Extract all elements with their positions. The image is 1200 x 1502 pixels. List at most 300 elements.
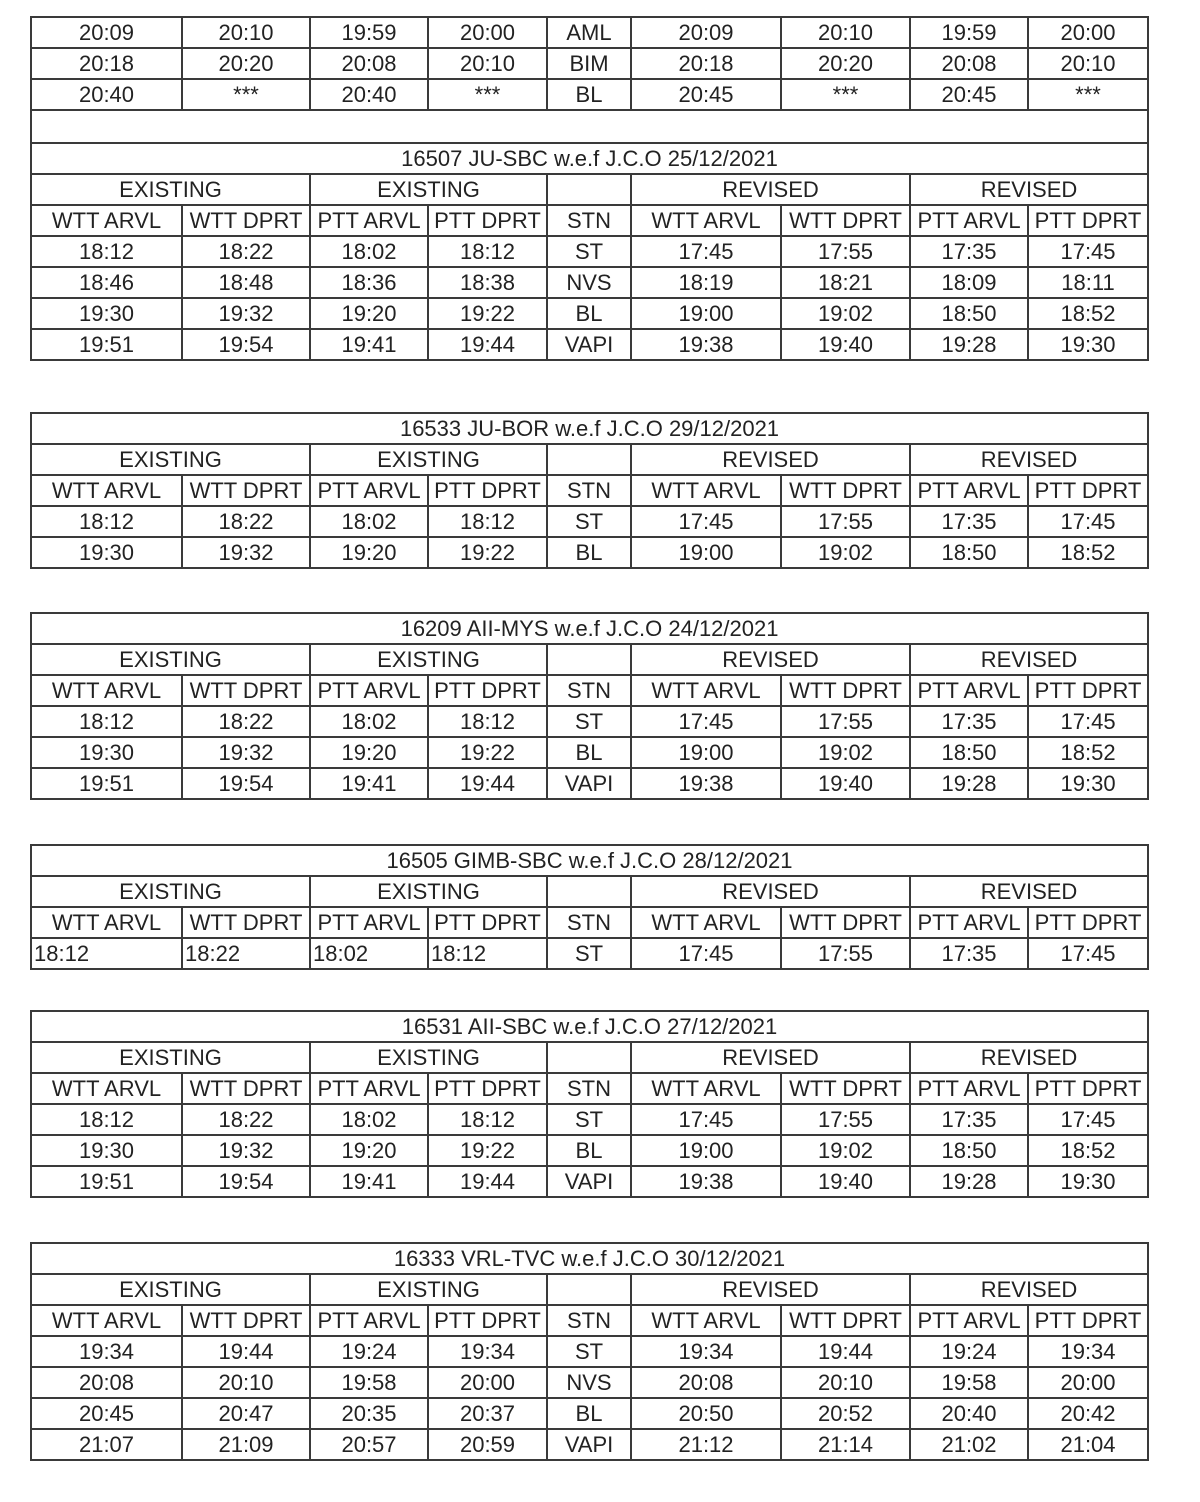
column-header: WTT DPRT	[781, 675, 910, 706]
station-cell: NVS	[547, 267, 631, 298]
time-cell: 18:12	[428, 506, 547, 537]
time-cell: 19:00	[631, 737, 781, 768]
column-header: PTT DPRT	[1028, 907, 1148, 938]
time-cell: 17:55	[781, 236, 910, 267]
column-header: WTT ARVL	[631, 475, 781, 506]
time-cell: 19:32	[182, 737, 310, 768]
station-cell: VAPI	[547, 329, 631, 360]
time-cell: 19:30	[1028, 1166, 1148, 1197]
column-header: WTT ARVL	[631, 907, 781, 938]
table-title-row	[31, 1011, 1148, 1042]
column-header: PTT DPRT	[1028, 1073, 1148, 1104]
time-cell: 17:55	[781, 706, 910, 737]
time-cell: 19:24	[310, 1336, 428, 1367]
column-header: STN	[547, 205, 631, 236]
time-cell: 20:10	[781, 1367, 910, 1398]
table-title-row	[31, 1243, 1148, 1274]
spacer-row	[31, 110, 1148, 143]
time-cell: ***	[1028, 79, 1148, 110]
table-row	[31, 17, 1148, 48]
column-header: PTT DPRT	[1028, 1305, 1148, 1336]
column-header: PTT ARVL	[910, 675, 1028, 706]
train-title: 16533 JU-BOR w.e.f J.C.O 29/12/2021	[31, 413, 1148, 444]
column-header: PTT ARVL	[310, 675, 428, 706]
group-header: REVISED	[631, 876, 910, 907]
time-cell: 20:08	[31, 1367, 182, 1398]
time-cell: 20:47	[182, 1398, 310, 1429]
column-header: PTT ARVL	[910, 1305, 1028, 1336]
group-header: REVISED	[910, 644, 1148, 675]
table-row	[31, 506, 1148, 537]
column-header: WTT DPRT	[781, 907, 910, 938]
time-cell: 17:45	[1028, 1104, 1148, 1135]
time-cell: 21:02	[910, 1429, 1028, 1460]
table-body-4	[31, 1011, 1148, 1197]
time-cell: 20:42	[1028, 1398, 1148, 1429]
time-cell: 19:40	[781, 329, 910, 360]
time-cell: 20:45	[910, 79, 1028, 110]
table-title-row	[31, 413, 1148, 444]
time-cell: 17:45	[631, 1104, 781, 1135]
station-cell: ST	[547, 706, 631, 737]
station-cell: NVS	[547, 1367, 631, 1398]
time-cell: 19:02	[781, 298, 910, 329]
time-cell: 19:00	[631, 1135, 781, 1166]
time-cell: 18:09	[910, 267, 1028, 298]
column-header: WTT DPRT	[182, 205, 310, 236]
column-header: WTT ARVL	[31, 1073, 182, 1104]
time-cell: 17:35	[910, 706, 1028, 737]
time-cell: 17:45	[631, 236, 781, 267]
time-cell: 18:02	[310, 236, 428, 267]
time-cell: 20:10	[1028, 48, 1148, 79]
time-cell: 20:10	[428, 48, 547, 79]
table-row	[31, 1104, 1148, 1135]
time-cell: 19:32	[182, 1135, 310, 1166]
time-cell: 18:12	[31, 706, 182, 737]
time-cell: ***	[182, 79, 310, 110]
time-cell: 20:40	[910, 1398, 1028, 1429]
top-fragment-rows	[31, 17, 1148, 110]
column-header: WTT DPRT	[182, 1073, 310, 1104]
time-cell: 19:58	[310, 1367, 428, 1398]
group-header: EXISTING	[31, 174, 310, 205]
time-cell: 19:44	[428, 329, 547, 360]
column-header: WTT DPRT	[182, 675, 310, 706]
group-header-row	[31, 174, 1148, 205]
column-header: PTT DPRT	[428, 1073, 547, 1104]
time-cell: 20:00	[428, 1367, 547, 1398]
station-cell: BL	[547, 79, 631, 110]
group-header: REVISED	[631, 174, 910, 205]
table-body-3	[31, 845, 1148, 969]
time-cell: 20:37	[428, 1398, 547, 1429]
column-header: WTT DPRT	[781, 205, 910, 236]
column-header: PTT ARVL	[310, 205, 428, 236]
time-cell: 18:22	[182, 706, 310, 737]
time-cell: 19:38	[631, 768, 781, 799]
time-cell: 20:45	[31, 1398, 182, 1429]
column-header: STN	[547, 1073, 631, 1104]
group-header: REVISED	[631, 444, 910, 475]
column-header: WTT DPRT	[781, 1305, 910, 1336]
time-cell: 21:04	[1028, 1429, 1148, 1460]
timetable-16533	[30, 412, 1149, 569]
table-row	[31, 737, 1148, 768]
time-cell: 20:40	[31, 79, 182, 110]
time-cell: 19:30	[31, 537, 182, 568]
column-header: PTT ARVL	[910, 1073, 1028, 1104]
time-cell: 20:00	[1028, 17, 1148, 48]
time-cell: 19:54	[182, 768, 310, 799]
time-cell: 20:00	[428, 17, 547, 48]
column-header: PTT ARVL	[910, 907, 1028, 938]
time-cell: 19:22	[428, 298, 547, 329]
time-cell: 18:50	[910, 737, 1028, 768]
time-cell: 20:18	[31, 48, 182, 79]
time-cell: 19:02	[781, 537, 910, 568]
time-cell: 18:50	[910, 298, 1028, 329]
time-cell: 17:45	[1028, 236, 1148, 267]
column-header: WTT DPRT	[182, 475, 310, 506]
time-cell: 18:12	[428, 236, 547, 267]
table-row	[31, 1336, 1148, 1367]
table-row	[31, 706, 1148, 737]
time-cell: 19:41	[310, 1166, 428, 1197]
time-cell: 20:45	[631, 79, 781, 110]
time-cell: 17:45	[1028, 506, 1148, 537]
time-cell: 19:40	[781, 1166, 910, 1197]
time-cell: 17:35	[910, 506, 1028, 537]
time-cell: 19:51	[31, 329, 182, 360]
table-body-2	[31, 613, 1148, 799]
column-header-row	[31, 1305, 1148, 1336]
time-cell: 21:12	[631, 1429, 781, 1460]
time-cell: 19:38	[631, 1166, 781, 1197]
time-cell: 18:22	[182, 236, 310, 267]
timetable-16209	[30, 612, 1149, 800]
train-title: 16531 AII-SBC w.e.f J.C.O 27/12/2021	[31, 1011, 1148, 1042]
table-body-5	[31, 1243, 1148, 1460]
group-header: REVISED	[631, 1274, 910, 1305]
time-cell: 18:12	[31, 1104, 182, 1135]
time-cell: 19:22	[428, 1135, 547, 1166]
time-cell: 19:28	[910, 329, 1028, 360]
time-cell: 19:20	[310, 737, 428, 768]
column-header: WTT ARVL	[631, 1073, 781, 1104]
group-header: EXISTING	[310, 444, 547, 475]
time-cell: 20:09	[31, 17, 182, 48]
train-title: 16209 AII-MYS w.e.f J.C.O 24/12/2021	[31, 613, 1148, 644]
time-cell: 20:20	[182, 48, 310, 79]
group-header: EXISTING	[31, 644, 310, 675]
column-header-row	[31, 475, 1148, 506]
station-cell: BL	[547, 537, 631, 568]
group-header	[547, 174, 631, 205]
time-cell: 17:55	[781, 1104, 910, 1135]
station-cell: BL	[547, 1398, 631, 1429]
time-cell: 20:20	[781, 48, 910, 79]
time-cell: 20:08	[310, 48, 428, 79]
column-header: WTT ARVL	[631, 205, 781, 236]
time-cell: 20:57	[310, 1429, 428, 1460]
time-cell: 18:19	[631, 267, 781, 298]
table-row	[31, 1135, 1148, 1166]
column-header: PTT DPRT	[428, 475, 547, 506]
time-cell: 18:38	[428, 267, 547, 298]
group-header: EXISTING	[310, 876, 547, 907]
time-cell: 18:12	[31, 236, 182, 267]
table-row	[31, 267, 1148, 298]
time-cell: 19:40	[781, 768, 910, 799]
time-cell: 19:22	[428, 537, 547, 568]
time-cell: 18:52	[1028, 298, 1148, 329]
time-cell: 18:50	[910, 1135, 1028, 1166]
station-cell: ST	[547, 938, 631, 969]
time-cell: 19:41	[310, 768, 428, 799]
group-header: EXISTING	[310, 1274, 547, 1305]
column-header: PTT DPRT	[1028, 475, 1148, 506]
group-header: EXISTING	[31, 1274, 310, 1305]
time-cell: 19:59	[310, 17, 428, 48]
time-cell: 18:11	[1028, 267, 1148, 298]
column-header: WTT ARVL	[31, 1305, 182, 1336]
time-cell: 17:35	[910, 1104, 1028, 1135]
group-header-row	[31, 444, 1148, 475]
column-header: WTT ARVL	[31, 205, 182, 236]
time-cell: 19:44	[781, 1336, 910, 1367]
column-header: WTT ARVL	[31, 907, 182, 938]
column-header: PTT DPRT	[428, 1305, 547, 1336]
time-cell: 19:44	[182, 1336, 310, 1367]
station-cell: VAPI	[547, 1166, 631, 1197]
time-cell: 17:35	[910, 938, 1028, 969]
group-header: EXISTING	[31, 1042, 310, 1073]
table-row	[31, 537, 1148, 568]
column-header: PTT ARVL	[910, 205, 1028, 236]
time-cell: 19:30	[31, 298, 182, 329]
time-cell: 21:07	[31, 1429, 182, 1460]
time-cell: 18:21	[781, 267, 910, 298]
station-cell: ST	[547, 236, 631, 267]
table-row	[31, 938, 1148, 969]
group-header: EXISTING	[31, 876, 310, 907]
time-cell: 19:30	[1028, 329, 1148, 360]
column-header-row	[31, 1073, 1148, 1104]
table-title-row	[31, 613, 1148, 644]
timetable-16333	[30, 1242, 1149, 1461]
time-cell: ***	[428, 79, 547, 110]
time-cell: 19:02	[781, 737, 910, 768]
time-cell: 19:58	[910, 1367, 1028, 1398]
time-cell: 20:52	[781, 1398, 910, 1429]
time-cell: 19:30	[31, 1135, 182, 1166]
column-header: PTT DPRT	[428, 205, 547, 236]
time-cell: 19:28	[910, 1166, 1028, 1197]
time-cell: 19:34	[428, 1336, 547, 1367]
timetable-16505	[30, 844, 1149, 970]
group-header: EXISTING	[310, 644, 547, 675]
group-header	[547, 876, 631, 907]
time-cell: 20:09	[631, 17, 781, 48]
time-cell: 18:12	[31, 506, 182, 537]
time-cell: 19:34	[31, 1336, 182, 1367]
time-cell: 20:10	[182, 17, 310, 48]
time-cell: 19:00	[631, 537, 781, 568]
time-cell: 20:08	[910, 48, 1028, 79]
column-header: STN	[547, 675, 631, 706]
time-cell: 19:32	[182, 537, 310, 568]
time-cell: 19:30	[1028, 768, 1148, 799]
table-body-1	[31, 413, 1148, 568]
station-cell: BL	[547, 298, 631, 329]
time-cell: ***	[781, 79, 910, 110]
column-header: STN	[547, 907, 631, 938]
table-row	[31, 1429, 1148, 1460]
table-row	[31, 48, 1148, 79]
time-cell: 18:52	[1028, 537, 1148, 568]
time-cell: 18:12	[31, 938, 182, 969]
train-title: 16505 GIMB-SBC w.e.f J.C.O 28/12/2021	[31, 845, 1148, 876]
time-cell: 18:12	[428, 938, 547, 969]
station-cell: BL	[547, 1135, 631, 1166]
train-title: 16333 VRL-TVC w.e.f J.C.O 30/12/2021	[31, 1243, 1148, 1274]
table-title-row	[31, 143, 1148, 174]
group-header	[547, 644, 631, 675]
time-cell: 18:12	[428, 1104, 547, 1135]
column-header: PTT ARVL	[310, 1305, 428, 1336]
timetable-continuation-and-16507	[30, 16, 1149, 361]
time-cell: 18:50	[910, 537, 1028, 568]
time-cell: 20:18	[631, 48, 781, 79]
group-header-row	[31, 1274, 1148, 1305]
time-cell: 20:35	[310, 1398, 428, 1429]
time-cell: 19:32	[182, 298, 310, 329]
column-header: STN	[547, 1305, 631, 1336]
column-header: WTT DPRT	[781, 475, 910, 506]
table-row	[31, 79, 1148, 110]
group-header	[547, 444, 631, 475]
time-cell: 17:45	[1028, 706, 1148, 737]
time-cell: 20:59	[428, 1429, 547, 1460]
time-cell: 18:22	[182, 506, 310, 537]
time-cell: 19:44	[428, 768, 547, 799]
column-header: STN	[547, 475, 631, 506]
group-header: EXISTING	[310, 174, 547, 205]
time-cell: 19:30	[31, 737, 182, 768]
group-header: REVISED	[910, 1042, 1148, 1073]
station-cell: VAPI	[547, 1429, 631, 1460]
table-row	[31, 1398, 1148, 1429]
group-header: REVISED	[910, 444, 1148, 475]
station-cell: BIM	[547, 48, 631, 79]
train-title: 16507 JU-SBC w.e.f J.C.O 25/12/2021	[31, 143, 1148, 174]
time-cell: 19:51	[31, 768, 182, 799]
group-header: REVISED	[631, 644, 910, 675]
column-header: PTT DPRT	[428, 675, 547, 706]
group-header-row	[31, 644, 1148, 675]
time-cell: 18:02	[310, 506, 428, 537]
table-row	[31, 1166, 1148, 1197]
time-cell: 19:54	[182, 1166, 310, 1197]
time-cell: 19:59	[910, 17, 1028, 48]
time-cell: 19:41	[310, 329, 428, 360]
table-row	[31, 329, 1148, 360]
group-header: REVISED	[631, 1042, 910, 1073]
column-header: PTT ARVL	[310, 475, 428, 506]
time-cell: 17:45	[1028, 938, 1148, 969]
time-cell: 19:51	[31, 1166, 182, 1197]
time-cell: 19:20	[310, 298, 428, 329]
station-cell: ST	[547, 1104, 631, 1135]
time-cell: 18:52	[1028, 737, 1148, 768]
time-cell: 18:22	[182, 1104, 310, 1135]
time-cell: 19:34	[631, 1336, 781, 1367]
station-cell: BL	[547, 737, 631, 768]
time-cell: 19:22	[428, 737, 547, 768]
column-header-row	[31, 205, 1148, 236]
time-cell: 20:10	[182, 1367, 310, 1398]
column-header: PTT ARVL	[310, 907, 428, 938]
time-cell: 21:09	[182, 1429, 310, 1460]
column-header: WTT DPRT	[182, 1305, 310, 1336]
table-title-row	[31, 845, 1148, 876]
time-cell: 20:40	[310, 79, 428, 110]
column-header: PTT ARVL	[910, 475, 1028, 506]
time-cell: 19:24	[910, 1336, 1028, 1367]
group-header-row	[31, 1042, 1148, 1073]
time-cell: 18:36	[310, 267, 428, 298]
group-header: EXISTING	[310, 1042, 547, 1073]
time-cell: 18:02	[310, 706, 428, 737]
time-cell: 18:52	[1028, 1135, 1148, 1166]
table-row	[31, 768, 1148, 799]
column-header: WTT ARVL	[631, 675, 781, 706]
time-cell: 18:46	[31, 267, 182, 298]
group-header	[547, 1274, 631, 1305]
time-cell: 20:08	[631, 1367, 781, 1398]
time-cell: 17:45	[631, 706, 781, 737]
time-cell: 19:44	[428, 1166, 547, 1197]
time-cell: 19:54	[182, 329, 310, 360]
table-row	[31, 1367, 1148, 1398]
time-cell: 20:50	[631, 1398, 781, 1429]
time-cell: 19:34	[1028, 1336, 1148, 1367]
group-header: REVISED	[910, 174, 1148, 205]
time-cell: 17:45	[631, 938, 781, 969]
time-cell: 21:14	[781, 1429, 910, 1460]
table-row	[31, 236, 1148, 267]
group-header	[547, 1042, 631, 1073]
column-header: PTT DPRT	[1028, 205, 1148, 236]
time-cell: 18:12	[428, 706, 547, 737]
time-cell: 19:28	[910, 768, 1028, 799]
column-header: WTT DPRT	[182, 907, 310, 938]
group-header: REVISED	[910, 1274, 1148, 1305]
time-cell: 17:45	[631, 506, 781, 537]
group-header-row	[31, 876, 1148, 907]
column-header-row	[31, 675, 1148, 706]
time-cell: 19:02	[781, 1135, 910, 1166]
time-cell: 18:48	[182, 267, 310, 298]
column-header: PTT ARVL	[310, 1073, 428, 1104]
column-header: PTT DPRT	[1028, 675, 1148, 706]
column-header: WTT ARVL	[631, 1305, 781, 1336]
time-cell: 20:00	[1028, 1367, 1148, 1398]
time-cell: 17:55	[781, 938, 910, 969]
group-header: REVISED	[910, 876, 1148, 907]
time-cell: 17:35	[910, 236, 1028, 267]
